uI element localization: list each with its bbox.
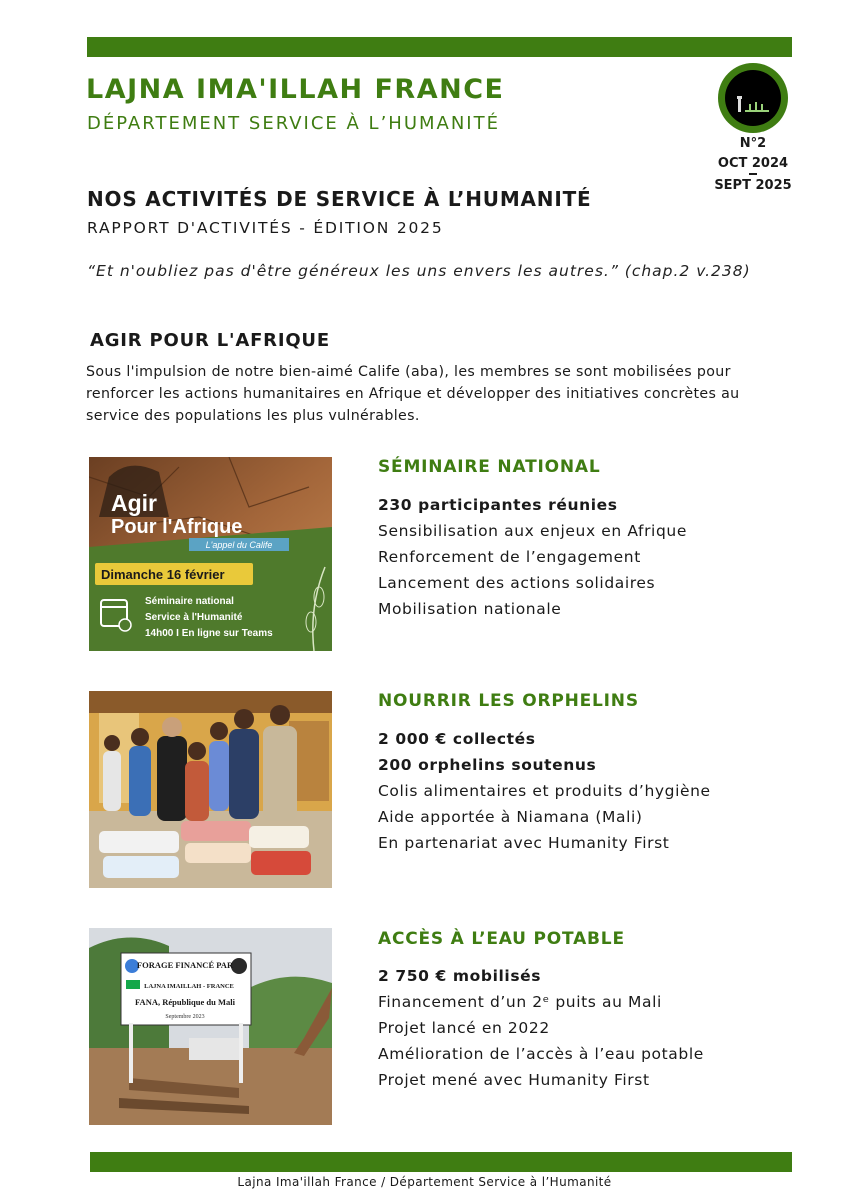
department-name: DÉPARTEMENT SERVICE À L’HUMANITÉ: [87, 113, 500, 134]
list-item: Amélioration de l’accès à l’eau potable: [378, 1045, 704, 1063]
report-title: NOS ACTIVITÉS DE SERVICE À L’HUMANITÉ: [87, 187, 592, 211]
issue-number: N°2: [739, 136, 767, 151]
poster-event-line-1: Séminaire national: [145, 596, 234, 607]
activity-list: [378, 963, 704, 1093]
org-name: LAJNA IMA'ILLAH FRANCE: [86, 74, 505, 105]
list-item: En partenariat avec Humanity First: [378, 834, 670, 852]
activity-title: SÉMINAIRE NATIONAL: [378, 457, 601, 477]
list-item: 2 000 € collectés: [378, 730, 536, 748]
list-item: 200 orphelins soutenus: [378, 756, 597, 774]
poster-headline-2: Pour l'Afrique: [111, 516, 243, 538]
orphans-distribution-photo: [89, 691, 332, 888]
seminar-poster-image: [89, 457, 332, 651]
footer-text: Lajna Ima'illah France / Département Service à l’Humanité: [237, 1175, 612, 1189]
org-logo: [718, 63, 788, 133]
list-item: Aide apportée à Niamana (Mali): [378, 808, 643, 826]
footer-accent-bar: [90, 1152, 792, 1172]
sign-line-1: FORAGE FINANCÉ PAR: [136, 960, 234, 970]
poster-date: Dimanche 16 février: [101, 567, 225, 582]
list-item: Renforcement de l’engagement: [378, 548, 641, 566]
section-intro: Sous l'impulsion de notre bien-aimé Calife (aba), les membres se sont mobilisées pour renforcer les actions humanitaires en Afrique et développer des initiatives concrètes au service des populations les plus vulnérables.: [86, 364, 740, 424]
list-item: Sensibilisation aux enjeux en Afrique: [378, 522, 687, 540]
activity-title: NOURRIR LES ORPHELINS: [378, 691, 639, 711]
list-item: Projet lancé en 2022: [378, 1019, 550, 1037]
list-item: Colis alimentaires et produits d’hygiène: [378, 782, 711, 800]
section-title: AGIR POUR L'AFRIQUE: [90, 330, 330, 351]
period-start: OCT 2024: [717, 156, 789, 171]
list-item: Projet mené avec Humanity First: [378, 1071, 650, 1089]
activity-list: [378, 726, 711, 856]
period-separator: [749, 173, 757, 175]
water-well-photo: [89, 928, 332, 1125]
activity-title: ACCÈS À L’EAU POTABLE: [378, 929, 625, 949]
list-item: Mobilisation nationale: [378, 600, 562, 618]
poster-tagline: L'appel du Calife: [205, 540, 273, 550]
list-item: Lancement des actions solidaires: [378, 574, 656, 592]
poster-event-line-3: 14h00 I En ligne sur Teams: [145, 628, 273, 639]
list-item: Financement d’un 2ᵉ puits au Mali: [378, 993, 662, 1011]
report-subtitle: RAPPORT D'ACTIVITÉS - ÉDITION 2025: [87, 219, 444, 237]
sign-line-3: FANA, République du Mali: [135, 997, 235, 1007]
header-accent-bar: [87, 37, 792, 57]
sign-line-4: Septembre 2023: [165, 1014, 205, 1020]
quote: “Et n'oubliez pas d'être généreux les uns envers les autres.” (chap.2 v.238): [87, 262, 751, 280]
sign-line-2: LAJNA IMAILLAH - FRANCE: [144, 983, 234, 990]
list-item: 230 participantes réunies: [378, 496, 618, 514]
minaret-icon: [735, 96, 771, 112]
activity-list: [378, 492, 687, 622]
period-end: SEPT 2025: [714, 178, 792, 193]
poster-event-line-2: Service à l'Humanité: [145, 612, 243, 623]
poster-headline-1: Agir: [111, 490, 157, 516]
mali-flag-icon: [126, 980, 140, 989]
list-item: 2 750 € mobilisés: [378, 967, 542, 985]
